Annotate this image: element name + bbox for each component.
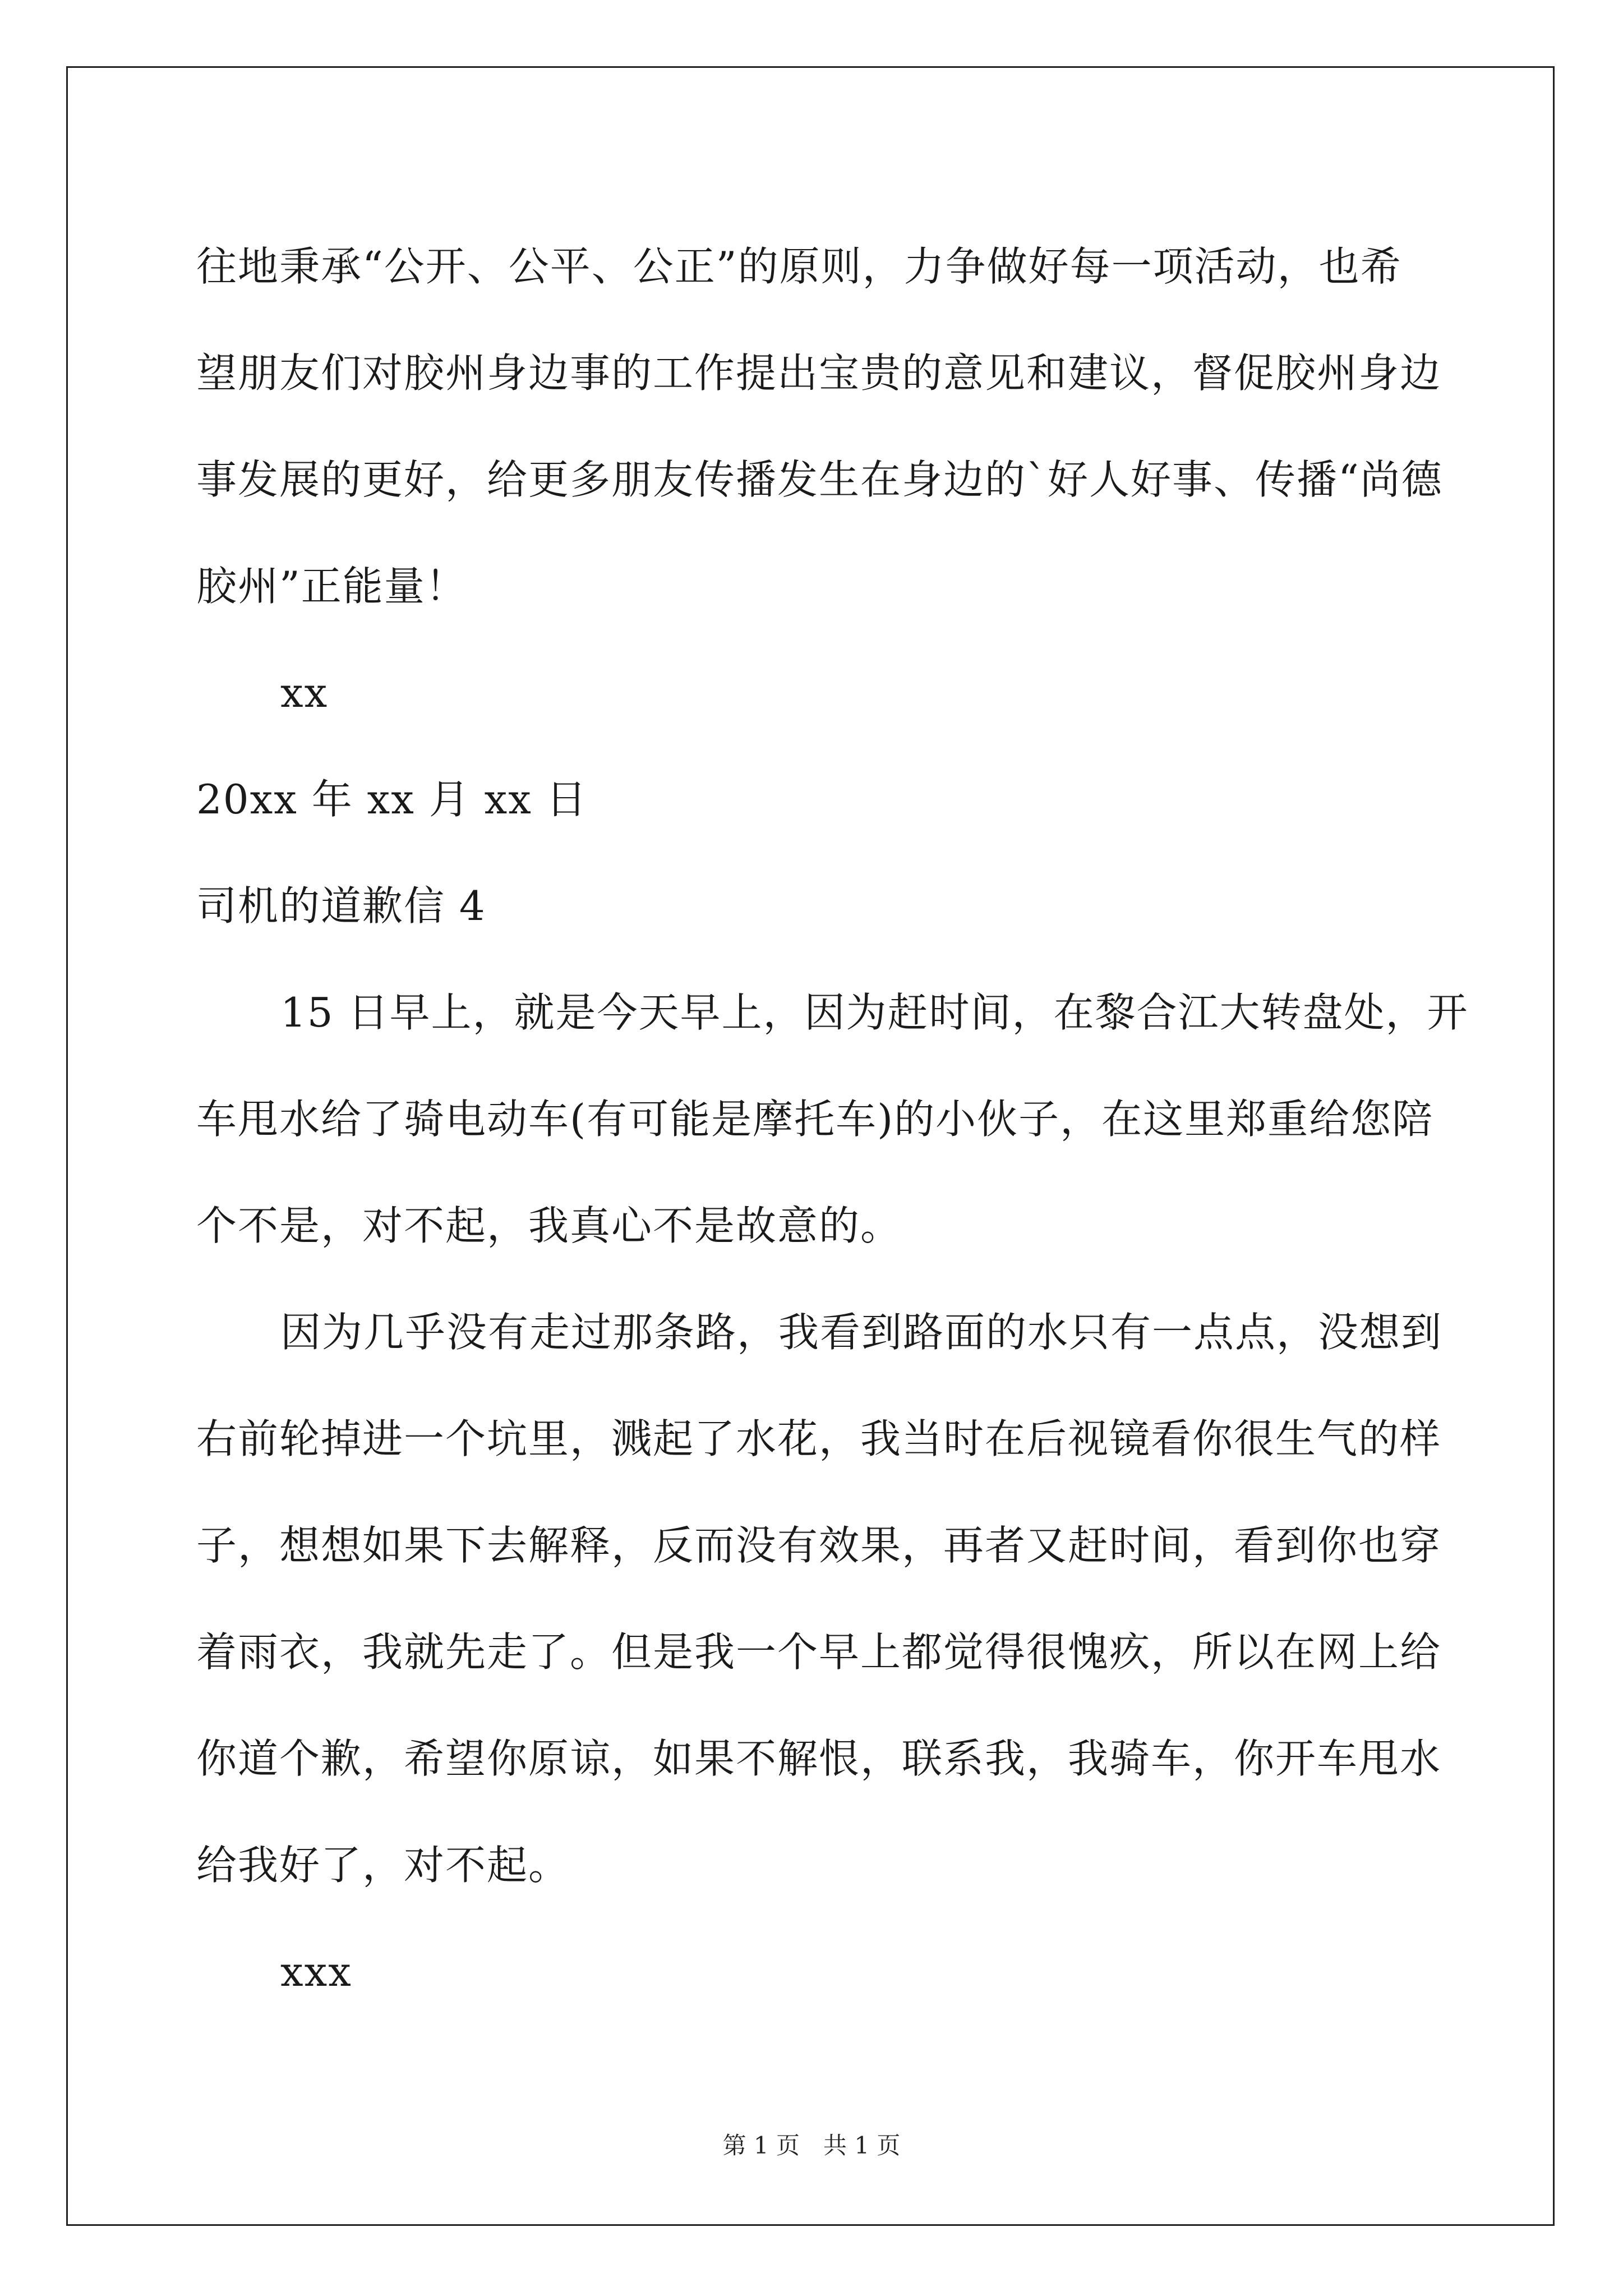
text-line: 望朋友们对胶州身边事的工作提出宝贵的意见和建议，督促胶州身边 <box>196 349 1442 397</box>
text-line: 车甩水给了骑电动车(有可能是摩托车)的小伙子，在这里郑重给您陪 <box>196 1096 1434 1143</box>
text-line: 给我好了，对不起。 <box>196 1842 570 1889</box>
document-body <box>196 213 1469 2025</box>
text-line: 15 日早上，就是今天早上，因为赶时间，在黎合江大转盘处，开 <box>280 989 1469 1036</box>
signature-name: xxx <box>280 1948 352 1995</box>
text-line: 着雨衣，我就先走了。但是我一个早上都觉得很愧疚，所以在网上给 <box>196 1628 1442 1676</box>
text-line: 胶州”正能量！ <box>196 563 467 610</box>
text-line: 因为几乎没有走过那条路，我看到路面的水只有一点点，没想到 <box>280 1309 1443 1356</box>
text-line: 往地秉承“公开、公平、公正”的原则，力争做好每一项活动，也希 <box>196 243 1402 290</box>
section-title: 司机的道歉信 4 <box>196 882 486 930</box>
text-line: 右前轮掉进一个坑里，溅起了水花，我当时在后视镜看你很生气的样 <box>196 1415 1442 1462</box>
signature-name: xx <box>280 669 329 716</box>
signature-date: 20xx 年 xx 月 xx 日 <box>196 776 588 823</box>
text-line: 子，想想如果下去解释，反而没有效果，再者又赶时间，看到你也穿 <box>196 1522 1442 1569</box>
text-line: 你道个歉，希望你原谅，如果不解恨，联系我，我骑车，你开车甩水 <box>196 1735 1442 1782</box>
text-line: 事发展的更好，给更多朋友传播发生在身边的`好人好事、传播“尚德 <box>196 456 1443 503</box>
text-line: 个不是，对不起，我真心不是故意的。 <box>196 1202 902 1249</box>
page-footer: 第 1 页 共 1 页 <box>722 2132 901 2159</box>
